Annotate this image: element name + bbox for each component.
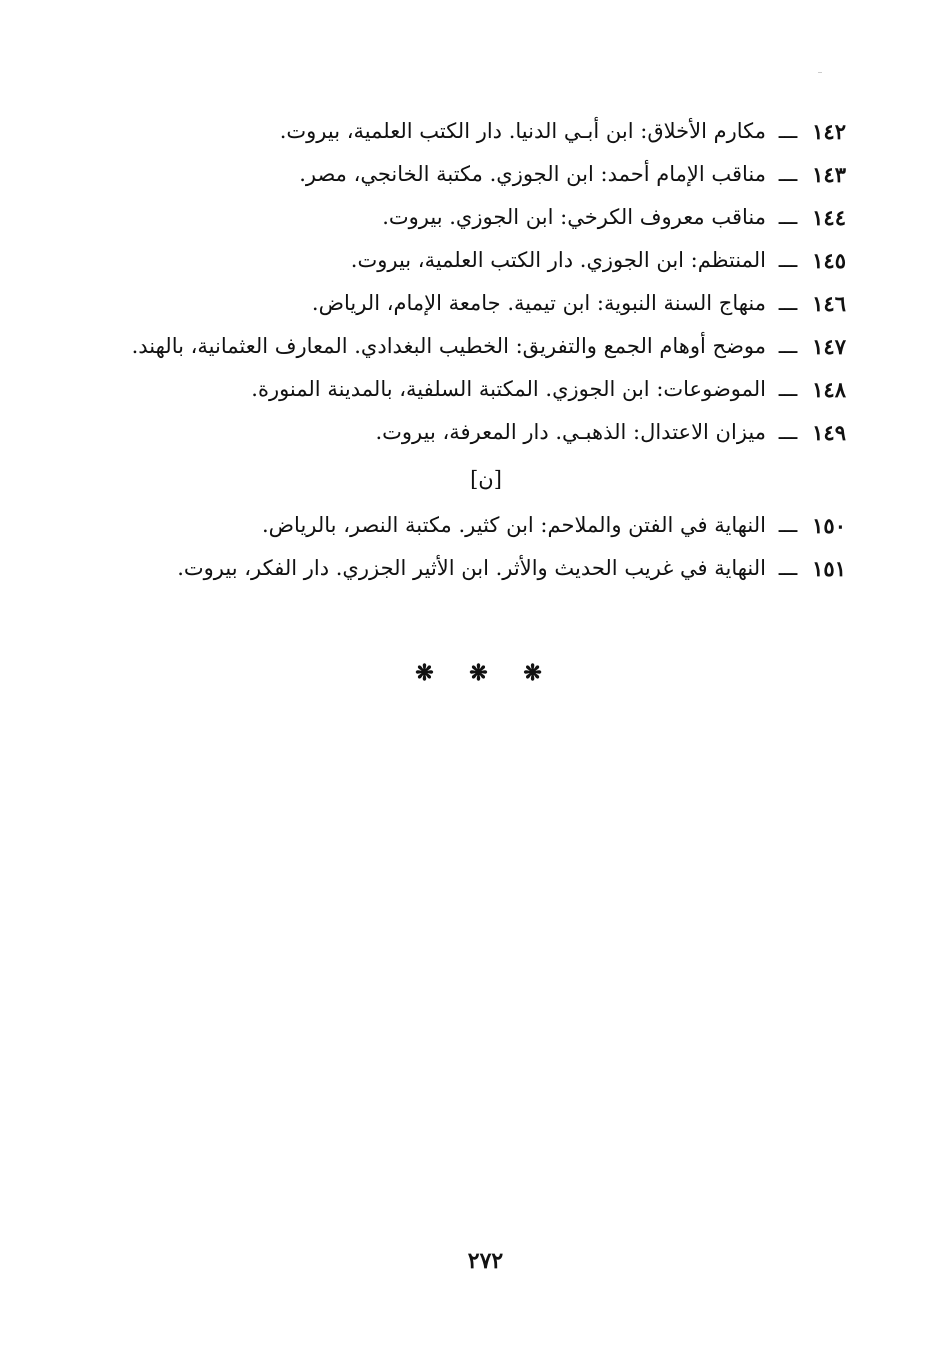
entry-text: موضح أوهام الجمع والتفريق: الخطيب البغدادي. المعارف العثمانية، بالهند. [131,334,766,358]
bibliography-list [86,110,846,590]
entry-text: النهاية في الفتن والملاحم: ابن كثير. مكتبة النصر، بالرياض. [261,513,766,537]
entry-text: النهاية في غريب الحديث والأثر. ابن الأثير الجزري. دار الفكر، بيروت. [177,556,766,580]
bibliography-entry-144 [86,196,846,239]
entry-dash: ـــ [778,162,798,186]
entry-dash: ـــ [778,420,798,444]
entry-dash: ـــ [778,556,798,580]
entry-dash: ـــ [778,248,798,272]
entry-text: مناقب معروف الكرخي: ابن الجوزي. بيروت. [382,205,766,229]
entry-dash: ـــ [778,291,798,315]
bibliography-entry-145 [86,239,846,282]
entry-text: منهاج السنة النبوية: ابن تيمية. جامعة الإمام، الرياض. [311,291,766,315]
section-separator: ❋ ❋ ❋ [415,660,556,686]
entry-dash: ـــ [778,119,798,143]
bibliography-entry-150 [86,504,846,547]
entry-dash: ـــ [778,205,798,229]
entry-number: ١٤٩ [812,420,846,445]
entry-text: الموضوعات: ابن الجوزي. المكتبة السلفية، بالمدينة المنورة. [251,377,766,401]
entry-number: ١٤٨ [812,377,846,402]
bibliography-entry-151 [86,547,846,590]
section-heading: [ن] [470,467,502,491]
bibliography-entry-143 [86,153,846,196]
entry-text: مكارم الأخلاق: ابن أبـي الدنيا. دار الكتب العلمية، بيروت. [279,119,766,143]
entry-text: مناقب الإمام أحمد: ابن الجوزي. مكتبة الخانجي، مصر. [299,162,766,186]
bibliography-entry-149 [86,411,846,454]
entry-number: ١٥٠ [812,513,846,538]
entry-number: ١٤٦ [812,291,846,316]
page-number: ٢٧٢ [467,1248,504,1274]
entry-text: المنتظم: ابن الجوزي. دار الكتب العلمية، بيروت. [350,248,766,272]
bibliography-entry-146 [86,282,846,325]
entry-dash: ـــ [778,334,798,358]
entry-number: ١٤٢ [812,119,846,144]
entry-dash: ـــ [778,513,798,537]
bibliography-entry-148 [86,368,846,411]
entry-number: ١٤٧ [812,334,846,359]
entry-number: ١٥١ [812,556,846,581]
entry-number: ١٤٣ [812,162,846,187]
entry-text: ميزان الاعتدال: الذهبـي. دار المعرفة، بيروت. [375,420,766,444]
bibliography-entry-142 [86,110,846,153]
entry-number: ١٤٤ [812,205,846,230]
bibliography-entry-147 [86,325,846,368]
scan-speck [818,72,822,73]
entry-dash: ـــ [778,377,798,401]
entry-number: ١٤٥ [812,248,846,273]
